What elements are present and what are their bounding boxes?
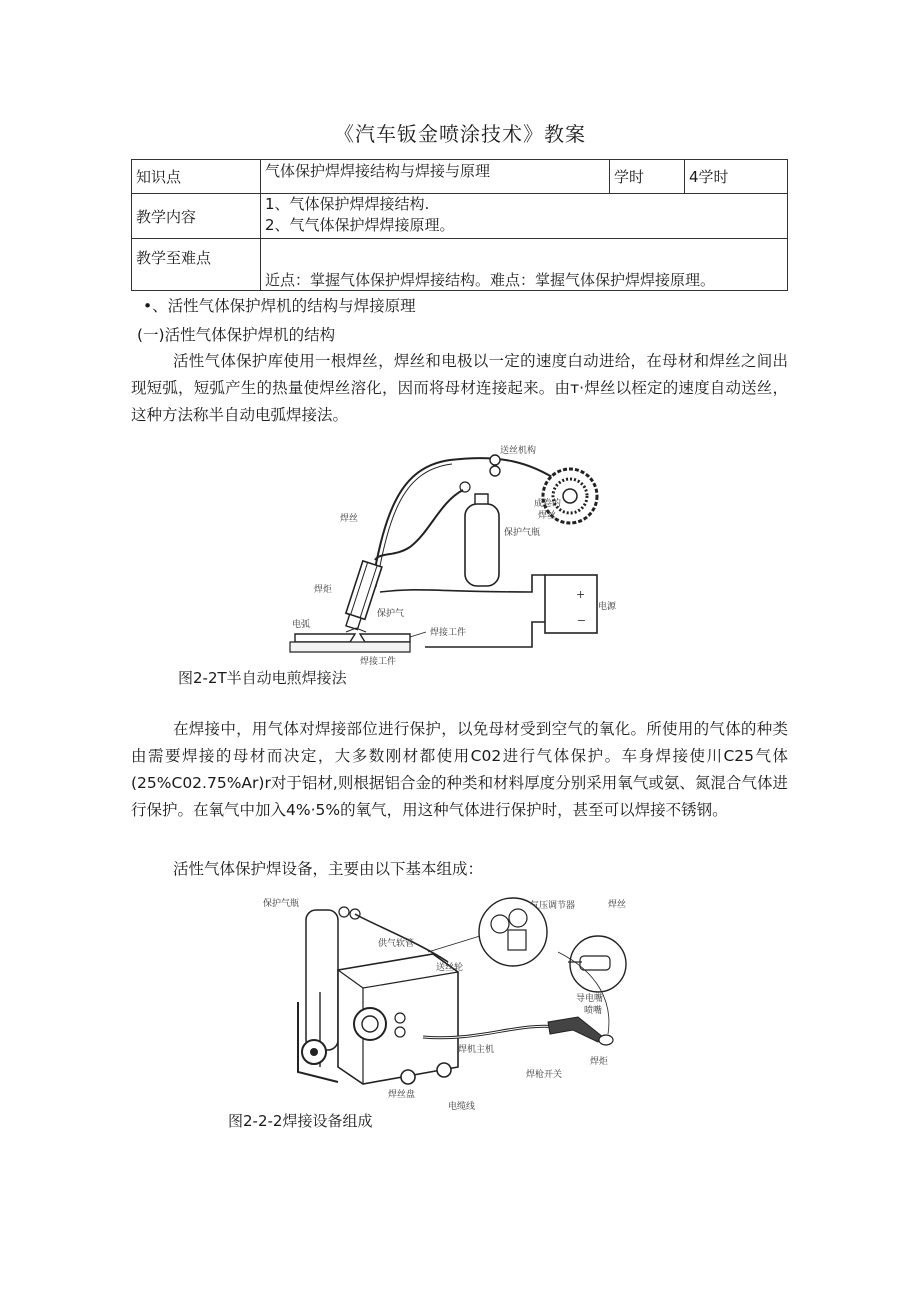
label-arc: 电弧 — [292, 620, 311, 630]
label-torch: 焊炬 — [314, 585, 333, 595]
label-feed-wheel: 送丝轮 — [436, 963, 464, 973]
document-title: 《汽车钣金喷涂技术》教案 — [334, 122, 586, 146]
label-wire: 焊丝 — [608, 900, 627, 910]
figure1-caption: 图2-2T半自动电煎焊接法 — [178, 669, 347, 687]
label-wire: 焊丝 — [340, 514, 359, 524]
label-coil-line1: 成卷的 — [534, 499, 562, 509]
figure2-caption: 图2-2-2焊接设备组成 — [228, 1112, 373, 1130]
label-cable: 电缆线 — [448, 1102, 476, 1112]
label-gas-cylinder: 保护气瓶 — [504, 528, 541, 538]
lesson-info-table — [131, 159, 788, 291]
section-heading: •、活性气体保护焊机的结构与焊接原理 — [143, 297, 416, 315]
label-nozzle: 喷嘴 — [584, 1006, 603, 1016]
label-torch-trigger: 焊枪开关 — [526, 1070, 563, 1080]
paragraph-3: 活性气体保护焊设备，主要由以下基本组成： — [173, 860, 484, 878]
teaching-content-value — [261, 194, 788, 239]
label-feed-mechanism: 送丝机构 — [500, 446, 537, 456]
welding-equipment-diagram — [258, 892, 638, 1114]
label-torch: 焊炬 — [590, 1057, 609, 1067]
subsection-heading: (一)活性气体保护焊机的结构 — [137, 326, 336, 344]
teaching-content-line: 2、气气体保护焊焊接原理。 — [265, 216, 455, 234]
table-row — [132, 194, 788, 239]
label-coil-line2: 焊丝 — [538, 511, 557, 521]
key-points-value: 近点：掌握气体保护焊焊接结构。难点：掌握气体保护焊焊接原理。 — [261, 239, 788, 291]
label-gas-hose: 供气软管 — [378, 939, 415, 949]
label-power-source: 电源 — [598, 602, 617, 612]
table-row — [132, 239, 788, 291]
battery-minus-icon: − — [577, 614, 587, 627]
battery-plus-icon: + — [576, 588, 586, 601]
key-points-label: 教学至难点 — [132, 239, 261, 291]
hours-label: 学时 — [610, 160, 685, 194]
knowledge-point-value: 气体保护焊焊接结构与焊接与原理 — [261, 160, 610, 194]
label-wire-spool: 焊丝盘 — [388, 1090, 416, 1100]
paragraph-2: 在焊接中，用气体对焊接部位进行保护，以免母材受到空气的氧化。所使用的气体的种类由需要焊接的母材而决定，大多数刚材都使用C02进行气体保护。车身焊接使川C25气体(25%C02.75%Ar)r对于铝材,则根据铝合金的种类和材料厚度分别采用氧气或氨、氮混合气体进行保护。在氧气中加入4%·5%的氧气，用这种气体进行保护时，甚至可以焊接不锈钢。 — [131, 720, 788, 819]
label-shield-gas: 保护气 — [377, 609, 405, 619]
label-workpiece-bottom: 焊接工件 — [360, 657, 397, 667]
table-row — [132, 160, 788, 194]
label-workpiece: 焊接工件 — [430, 628, 467, 638]
label-regulator: 气压调节器 — [530, 901, 576, 911]
paragraph-1: 活性气体保护库使用一根焊丝，焊丝和电极以一定的速度白动进给，在母材和焊丝之间出现短弧，短弧产生的热量使焊丝溶化，因而将母材连接起来。由т·焊丝以桎定的速度自动送丝，这种方法称半自动电弧焊接法。 — [131, 352, 788, 424]
teaching-content-line: 1、气体保护焊焊接结构. — [265, 195, 430, 213]
label-gas-cylinder: 保护气瓶 — [263, 899, 300, 909]
hours-value: 4学时 — [685, 160, 788, 194]
knowledge-point-label: 知识点 — [132, 160, 261, 194]
teaching-content-label: 教学内容 — [132, 194, 261, 239]
label-main-unit: 焊机主机 — [458, 1045, 495, 1055]
semi-auto-welding-diagram — [280, 442, 617, 667]
label-contact-tip: 导电嘴 — [576, 994, 604, 1004]
